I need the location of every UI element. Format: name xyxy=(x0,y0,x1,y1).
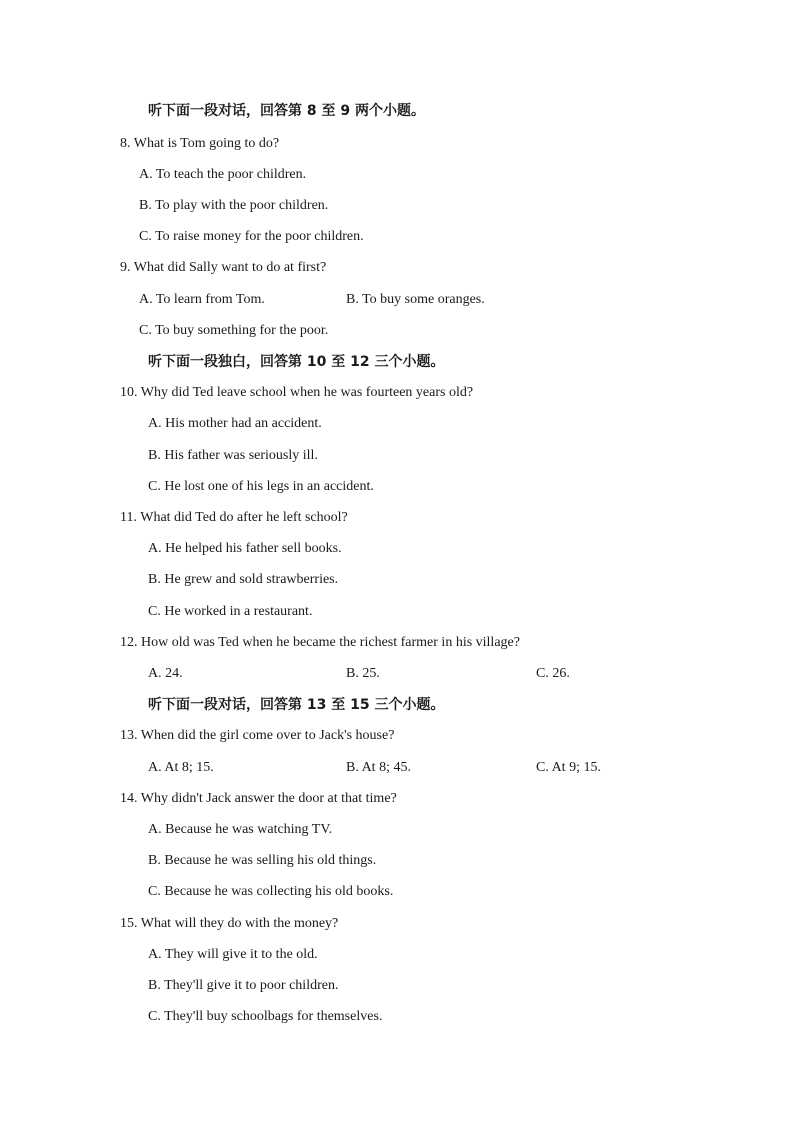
question-12: 12. How old was Ted when he became the richest farmer in his village? xyxy=(120,635,520,650)
question-12-option-c: C. 26. xyxy=(536,666,570,681)
question-8-option-a: A. To teach the poor children. xyxy=(139,167,307,182)
question-11-option-a: A. He helped his father sell books. xyxy=(148,541,342,556)
question-15-option-a: A. They will give it to the old. xyxy=(148,947,318,962)
question-13-option-c: C. At 9; 15. xyxy=(536,760,601,775)
question-15-option-b: B. They'll give it to poor children. xyxy=(148,978,339,993)
section-heading-3: 听下面一段对话，回答第 13 至 15 三个小题。 xyxy=(148,697,445,713)
section-heading-1: 听下面一段对话，回答第 8 至 9 两个小题。 xyxy=(148,103,425,119)
question-11-option-c: C. He worked in a restaurant. xyxy=(148,604,313,619)
question-9-option-c: C. To buy something for the poor. xyxy=(139,323,329,338)
question-14: 14. Why didn't Jack answer the door at that time? xyxy=(120,791,397,806)
question-13-option-b: B. At 8; 45. xyxy=(346,760,411,775)
question-13: 13. When did the girl come over to Jack's house? xyxy=(120,728,395,743)
question-12-option-b: B. 25. xyxy=(346,666,380,681)
question-14-option-a: A. Because he was watching TV. xyxy=(148,822,333,837)
question-10-option-c: C. He lost one of his legs in an accident. xyxy=(148,479,374,494)
question-10: 10. Why did Ted leave school when he was fourteen years old? xyxy=(120,385,474,400)
question-9: 9. What did Sally want to do at first? xyxy=(120,260,327,275)
question-12-option-a: A. 24. xyxy=(148,666,183,681)
question-14-option-b: B. Because he was selling his old things. xyxy=(148,853,377,868)
question-10-option-a: A. His mother had an accident. xyxy=(148,416,322,431)
question-15-option-c: C. They'll buy schoolbags for themselves. xyxy=(148,1009,383,1024)
question-8-option-c: C. To raise money for the poor children. xyxy=(139,229,364,244)
question-10-option-b: B. His father was seriously ill. xyxy=(148,448,318,463)
question-8-option-b: B. To play with the poor children. xyxy=(139,198,329,213)
question-9-option-a: A. To learn from Tom. xyxy=(139,292,265,307)
question-11: 11. What did Ted do after he left school? xyxy=(120,510,348,525)
section-heading-2: 听下面一段独白，回答第 10 至 12 三个小题。 xyxy=(148,354,445,370)
question-9-option-b: B. To buy some oranges. xyxy=(346,292,485,307)
question-8: 8. What is Tom going to do? xyxy=(120,136,280,151)
question-11-option-b: B. He grew and sold strawberries. xyxy=(148,572,339,587)
question-13-option-a: A. At 8; 15. xyxy=(148,760,214,775)
question-14-option-c: C. Because he was collecting his old books. xyxy=(148,884,394,899)
question-15: 15. What will they do with the money? xyxy=(120,916,339,931)
